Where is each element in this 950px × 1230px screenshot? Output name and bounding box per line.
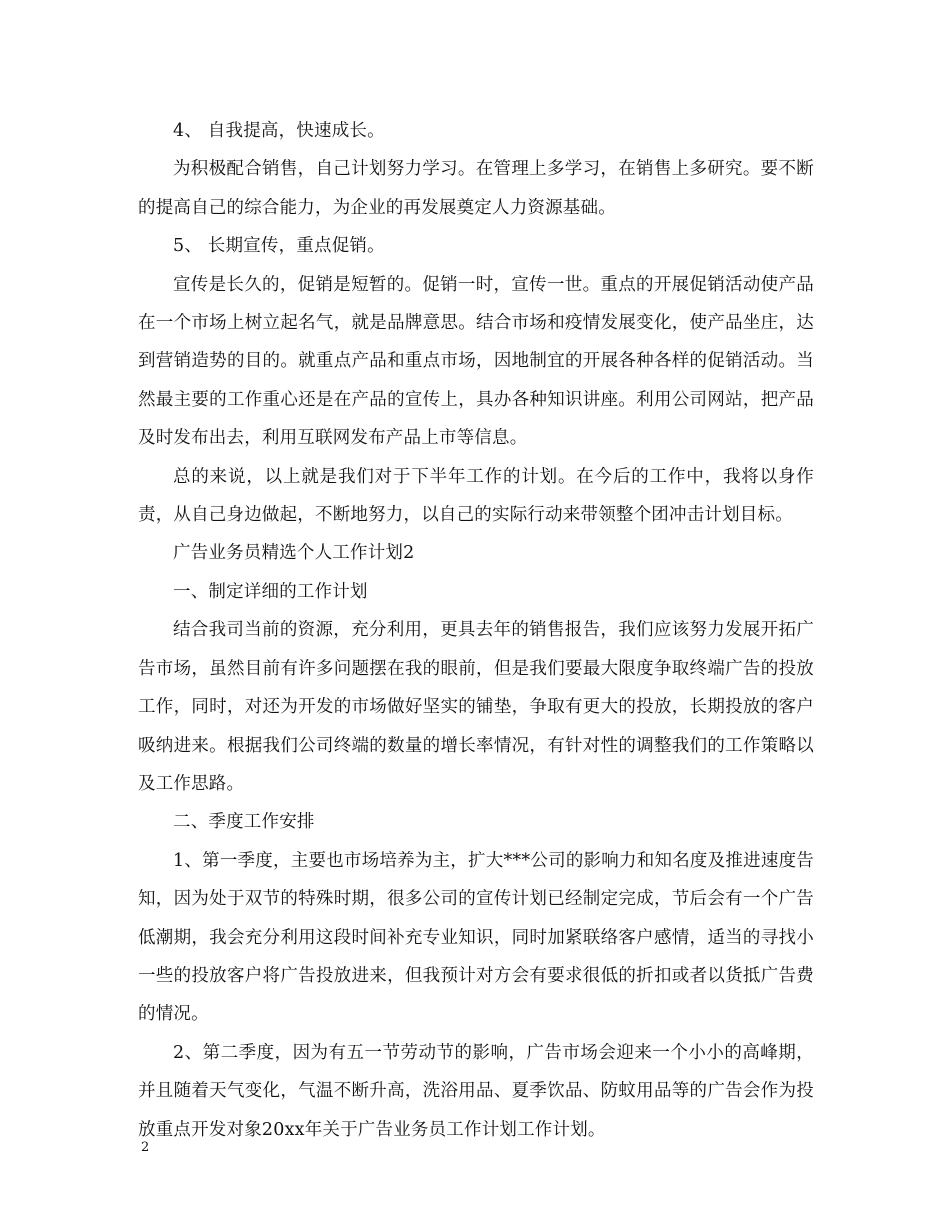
paragraph-self-improvement: 为积极配合销售，自己计划努力学习。在管理上多学习，在销售上多研究。要不断的提高自己的综合能力，为企业的再发展奠定人力资源基础。 xyxy=(138,159,814,218)
paragraph-first-quarter: 1、第一季度，主要也市场培养为主，扩大***公司的影响力和知名度及推进速度告知，因为处于双节的特殊时期，很多公司的宣传计划已经制定完成，节后会有一个广告低潮期，我会充分利用这段时间补充专业知识，同时加紧联络客户感情，适当的寻找小一些的投放客户将广告投放进来，但我预计对方会有要求很低的折扣或者以货抵广告费的情况。 xyxy=(138,850,814,1025)
paragraph-detailed-plan: 结合我司当前的资源，充分利用，更具去年的销售报告，我们应该努力发展开拓广告市场，虽然目前有许多问题摆在我的眼前，但是我们要最大限度争取终端广告的投放工作，同时，对还为开发的市场做好坚实的铺垫，争取有更大的投放，长期投放的客户吸纳进来。根据我们公司终端的数量的增长率情况，有针对性的调整我们的工作策略以及工作思路。 xyxy=(138,620,814,794)
section-title-plan-2: 广告业务员精选个人工作计划2 xyxy=(173,543,415,564)
document-body xyxy=(138,112,814,1149)
page-number: 2 xyxy=(141,1140,150,1155)
item-heading-4: 4、 自我提高，快速成长。 xyxy=(173,121,385,141)
paragraph-summary: 总的来说，以上就是我们对于下半年工作的计划。在今后的工作中，我将以身作责，从自己身边做起，不断地努力，以自己的实际行动来带领整个团冲击计划目标。 xyxy=(138,466,814,526)
paragraph-promotion: 宣传是长久的，促销是短暂的。促销一时，宣传一世。重点的开展促销活动使产品在一个市场上树立起名气，就是品牌意思。结合市场和疫情发展变化，使产品坐庄，达到营销造势的目的。就重点产品和重点市场，因地制宜的开展各种各样的促销活动。当然最主要的工作重心还是在产品的宣传上，具办各种知识讲座。利用公司网站，把产品及时发布出去，利用互联网发布产品上市等信息。 xyxy=(138,274,814,449)
section-heading-1: 一、制定详细的工作计划 xyxy=(173,581,368,602)
section-heading-2: 二、季度工作安排 xyxy=(173,812,315,833)
item-heading-5: 5、 长期宣传，重点促销。 xyxy=(173,236,385,257)
paragraph-second-quarter: 2、第二季度，因为有五一节劳动节的影响，广告市场会迎来一个小小的高峰期，并且随着天气变化，气温不断升高，洗浴用品、夏季饮品、防蚊用品等的广告会作为投放重点开发对象20xx年关于广告业务员工作计划工作计划。 xyxy=(138,1042,814,1140)
